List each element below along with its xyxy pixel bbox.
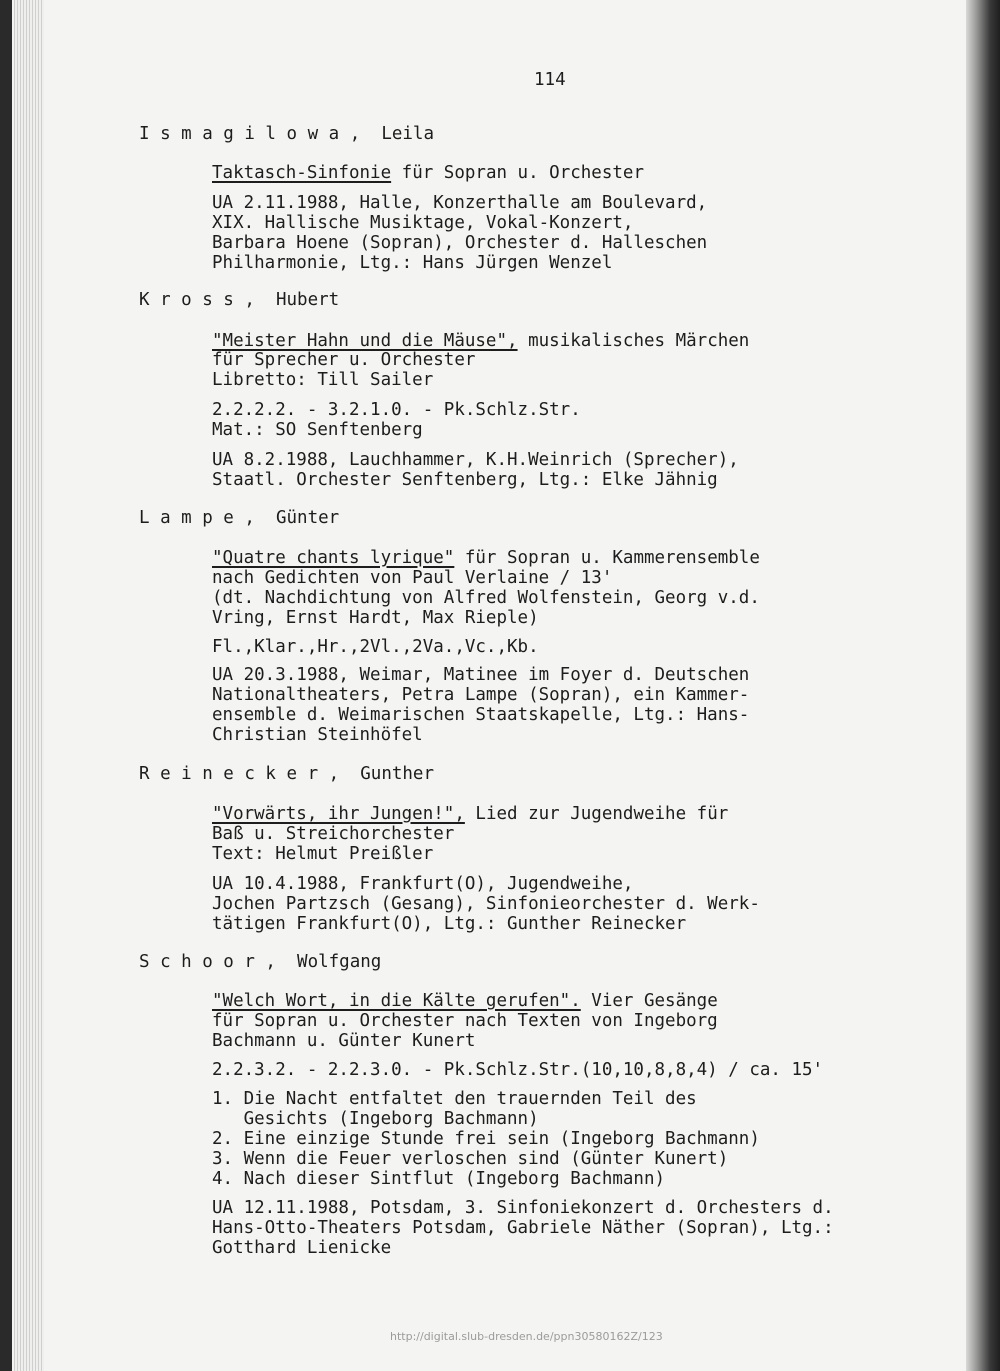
composer-name: S c h o o r , Wolfgang bbox=[139, 952, 382, 972]
work-title-rest: musikalisches Märchen bbox=[517, 331, 750, 351]
page-number: 114 bbox=[534, 70, 566, 90]
premiere-line: tätigen Frankfurt(O), Ltg.: Gunther Reinecker bbox=[212, 914, 687, 934]
work-subtitle-line: nach Gedichten von Paul Verlaine / 13' bbox=[212, 568, 613, 588]
scoring-line: 2.2.2.2. - 3.2.1.0. - Pk.Schlz.Str. bbox=[212, 400, 581, 420]
premiere-line: Christian Steinhöfel bbox=[212, 725, 423, 745]
work-title-line bbox=[212, 331, 749, 351]
work-subtitle-line: Bachmann u. Günter Kunert bbox=[212, 1031, 476, 1051]
composer-name: I s m a g i l o w a , Leila bbox=[139, 124, 435, 144]
premiere-line: UA 8.2.1988, Lauchhammer, K.H.Weinrich (Sprecher), bbox=[212, 450, 739, 470]
work-title-line bbox=[212, 548, 760, 568]
premiere-line: Barbara Hoene (Sopran), Orchester d. Halleschen bbox=[212, 233, 708, 253]
premiere-line: UA 10.4.1988, Frankfurt(O), Jugendweihe, bbox=[212, 874, 634, 894]
work-subtitle-line: für Sopran u. Orchester nach Texten von Ingeborg bbox=[212, 1011, 718, 1031]
work-title-line bbox=[212, 804, 728, 824]
work-subtitle-line: Baß u. Streichorchester bbox=[212, 824, 455, 844]
premiere-line: Philharmonie, Ltg.: Hans Jürgen Wenzel bbox=[212, 253, 613, 273]
song-list-item: 3. Wenn die Feuer verloschen sind (Günter Kunert) bbox=[212, 1149, 729, 1169]
work-title: "Quatre chants lyrique" bbox=[212, 548, 455, 568]
scoring-line: Mat.: SO Senftenberg bbox=[212, 420, 423, 440]
work-title-rest: Vier Gesänge bbox=[580, 991, 718, 1011]
work-title: Taktasch-Sinfonie bbox=[212, 163, 392, 183]
work-title-rest: für Sopran u. Orchester bbox=[391, 163, 644, 183]
work-title-line bbox=[212, 991, 718, 1011]
scoring-line: Fl.,Klar.,Hr.,2Vl.,2Va.,Vc.,Kb. bbox=[212, 637, 539, 657]
premiere-line: Nationaltheaters, Petra Lampe (Sopran), ein Kammer- bbox=[212, 685, 750, 705]
work-subtitle-line: Libretto: Till Sailer bbox=[212, 370, 434, 390]
composer-name: R e i n e c k e r , Gunther bbox=[139, 764, 435, 784]
work-title: "Welch Wort, in die Kälte gerufen". bbox=[212, 991, 581, 1011]
premiere-line: UA 20.3.1988, Weimar, Matinee im Foyer d. Deutschen bbox=[212, 665, 750, 685]
source-url-watermark[interactable]: http://digital.slub-dresden.de/ppn30580162Z/123 bbox=[390, 1330, 663, 1343]
work-subtitle-line: Vring, Ernst Hardt, Max Rieple) bbox=[212, 608, 539, 628]
premiere-line: UA 12.11.1988, Potsdam, 3. Sinfoniekonzert d. Orchesters d. bbox=[212, 1198, 834, 1218]
scoring-line: 2.2.3.2. - 2.2.3.0. - Pk.Schlz.Str.(10,10,8,8,4) / ca. 15' bbox=[212, 1060, 824, 1080]
premiere-line: XIX. Hallische Musiktage, Vokal-Konzert, bbox=[212, 213, 634, 233]
premiere-line: UA 2.11.1988, Halle, Konzerthalle am Boulevard, bbox=[212, 193, 708, 213]
premiere-line: Gotthard Lienicke bbox=[212, 1238, 392, 1258]
work-subtitle-line: Text: Helmut Preißler bbox=[212, 844, 434, 864]
premiere-line: Staatl. Orchester Senftenberg, Ltg.: Elke Jähnig bbox=[212, 470, 718, 490]
work-title-rest: für Sopran u. Kammerensemble bbox=[454, 548, 760, 568]
work-title: "Vorwärts, ihr Jungen!", bbox=[212, 804, 465, 824]
song-list-item: 4. Nach dieser Sintflut (Ingeborg Bachmann) bbox=[212, 1169, 666, 1189]
work-title-line bbox=[212, 163, 644, 183]
composer-name: L a m p e , Günter bbox=[139, 508, 340, 528]
song-list-item: 1. Die Nacht entfaltet den trauernden Teil des bbox=[212, 1089, 697, 1109]
premiere-line: ensemble d. Weimarischen Staatskapelle, Ltg.: Hans- bbox=[212, 705, 750, 725]
composer-name: K r o s s , Hubert bbox=[139, 290, 340, 310]
song-list-item: Gesichts (Ingeborg Bachmann) bbox=[212, 1109, 539, 1129]
work-title: "Meister Hahn und die Mäuse", bbox=[212, 331, 518, 351]
premiere-line: Hans-Otto-Theaters Potsdam, Gabriele Näther (Sopran), Ltg.: bbox=[212, 1218, 834, 1238]
work-title-rest: Lied zur Jugendweihe für bbox=[464, 804, 729, 824]
premiere-line: Jochen Partzsch (Gesang), Sinfonieorchester d. Werk- bbox=[212, 894, 760, 914]
work-subtitle-line: für Sprecher u. Orchester bbox=[212, 350, 476, 370]
work-subtitle-line: (dt. Nachdichtung von Alfred Wolfenstein, Georg v.d. bbox=[212, 588, 760, 608]
song-list-item: 2. Eine einzige Stunde frei sein (Ingeborg Bachmann) bbox=[212, 1129, 760, 1149]
